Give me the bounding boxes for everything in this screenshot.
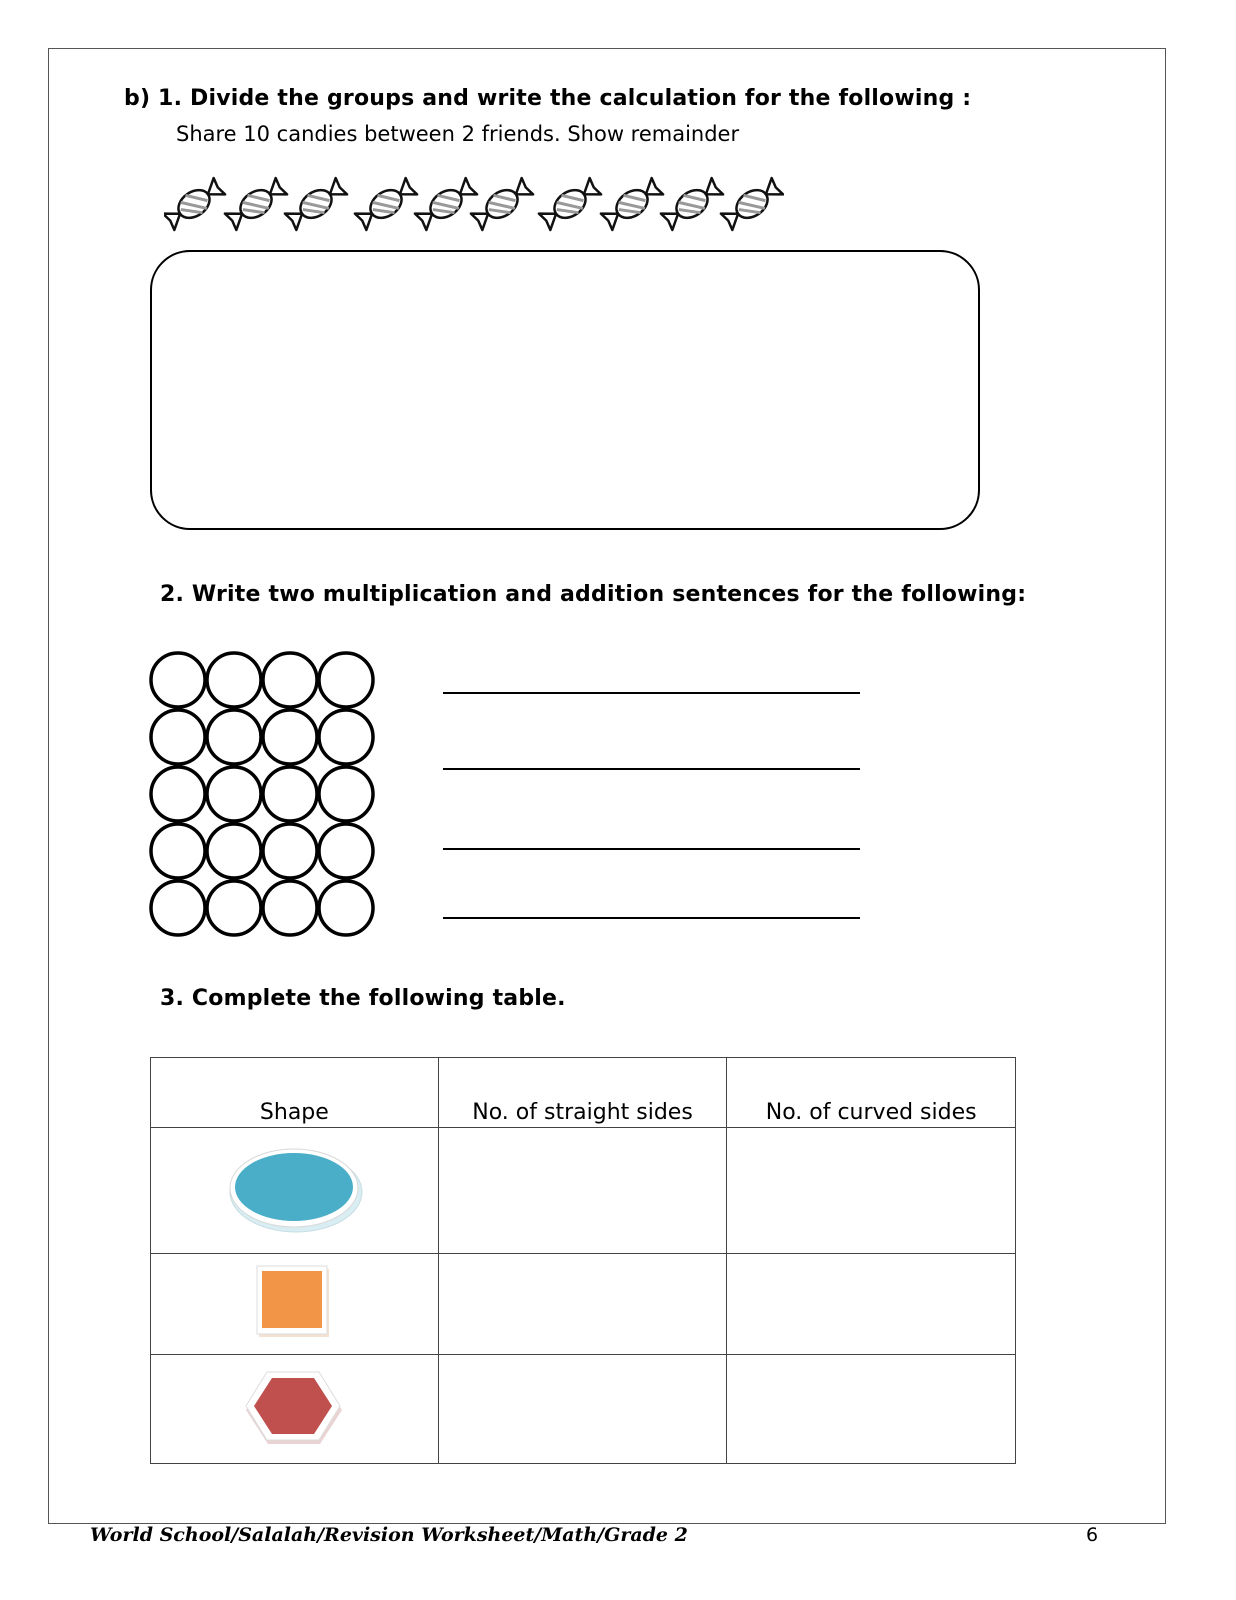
circle	[319, 824, 373, 878]
question-b1-subtitle: Share 10 candies between 2 friends. Show remainder	[176, 122, 740, 146]
square-icon	[254, 1264, 334, 1340]
curved-sides-answer[interactable]	[727, 1128, 1016, 1254]
question-2-title: 2. Write two multiplication and addition sentences for the following:	[160, 582, 1027, 607]
table-row	[151, 1355, 1016, 1464]
circle	[263, 653, 317, 707]
answer-line[interactable]	[443, 692, 860, 694]
candy-icon	[414, 176, 479, 231]
shape-cell	[151, 1254, 439, 1355]
circle	[319, 881, 373, 935]
circle	[263, 881, 317, 935]
table-row	[151, 1254, 1016, 1355]
header-curved-sides: No. of curved sides	[727, 1058, 1016, 1128]
oval-icon	[224, 1139, 364, 1239]
straight-sides-answer[interactable]	[438, 1355, 727, 1464]
circle	[263, 767, 317, 821]
circle	[207, 824, 261, 878]
candy-icon	[470, 176, 535, 231]
hexagon-icon	[244, 1368, 344, 1446]
answer-box[interactable]	[150, 250, 980, 530]
question-3-title: 3. Complete the following table.	[160, 986, 566, 1011]
table-header-row	[151, 1058, 1016, 1128]
circle	[207, 767, 261, 821]
question-b1-title: b) 1. Divide the groups and write the calculation for the following :	[124, 86, 972, 111]
shapes-table	[150, 1057, 1016, 1464]
curved-sides-answer[interactable]	[727, 1355, 1016, 1464]
circle	[207, 710, 261, 764]
shape-cell	[151, 1355, 439, 1464]
circle-array	[148, 648, 378, 940]
circle	[263, 710, 317, 764]
candy-icon	[720, 176, 784, 231]
circle	[151, 824, 205, 878]
circle	[151, 881, 205, 935]
candy-row	[164, 170, 784, 240]
answer-line[interactable]	[443, 768, 860, 770]
straight-sides-answer[interactable]	[438, 1128, 727, 1254]
footer-text: World School/Salalah/Revision Worksheet/Math/Grade 2	[90, 1524, 688, 1546]
circle	[319, 653, 373, 707]
shape-cell	[151, 1128, 439, 1254]
header-shape: Shape	[151, 1058, 439, 1128]
candy-icon	[284, 176, 349, 231]
circle	[207, 653, 261, 707]
straight-sides-answer[interactable]	[438, 1254, 727, 1355]
candy-icon	[600, 176, 665, 231]
curved-sides-answer[interactable]	[727, 1254, 1016, 1355]
circle	[263, 824, 317, 878]
header-straight-sides: No. of straight sides	[438, 1058, 727, 1128]
table-row	[151, 1128, 1016, 1254]
circle	[319, 710, 373, 764]
candy-icon	[660, 176, 725, 231]
circle	[151, 767, 205, 821]
page-number: 6	[1086, 1524, 1099, 1546]
circle	[151, 653, 205, 707]
answer-line[interactable]	[443, 848, 860, 850]
candy-icon	[354, 176, 419, 231]
circle	[207, 881, 261, 935]
candy-icon	[164, 176, 226, 231]
circle	[319, 767, 373, 821]
candy-icon	[538, 176, 603, 231]
answer-line[interactable]	[443, 917, 860, 919]
candy-icon	[224, 176, 289, 231]
circle	[151, 710, 205, 764]
